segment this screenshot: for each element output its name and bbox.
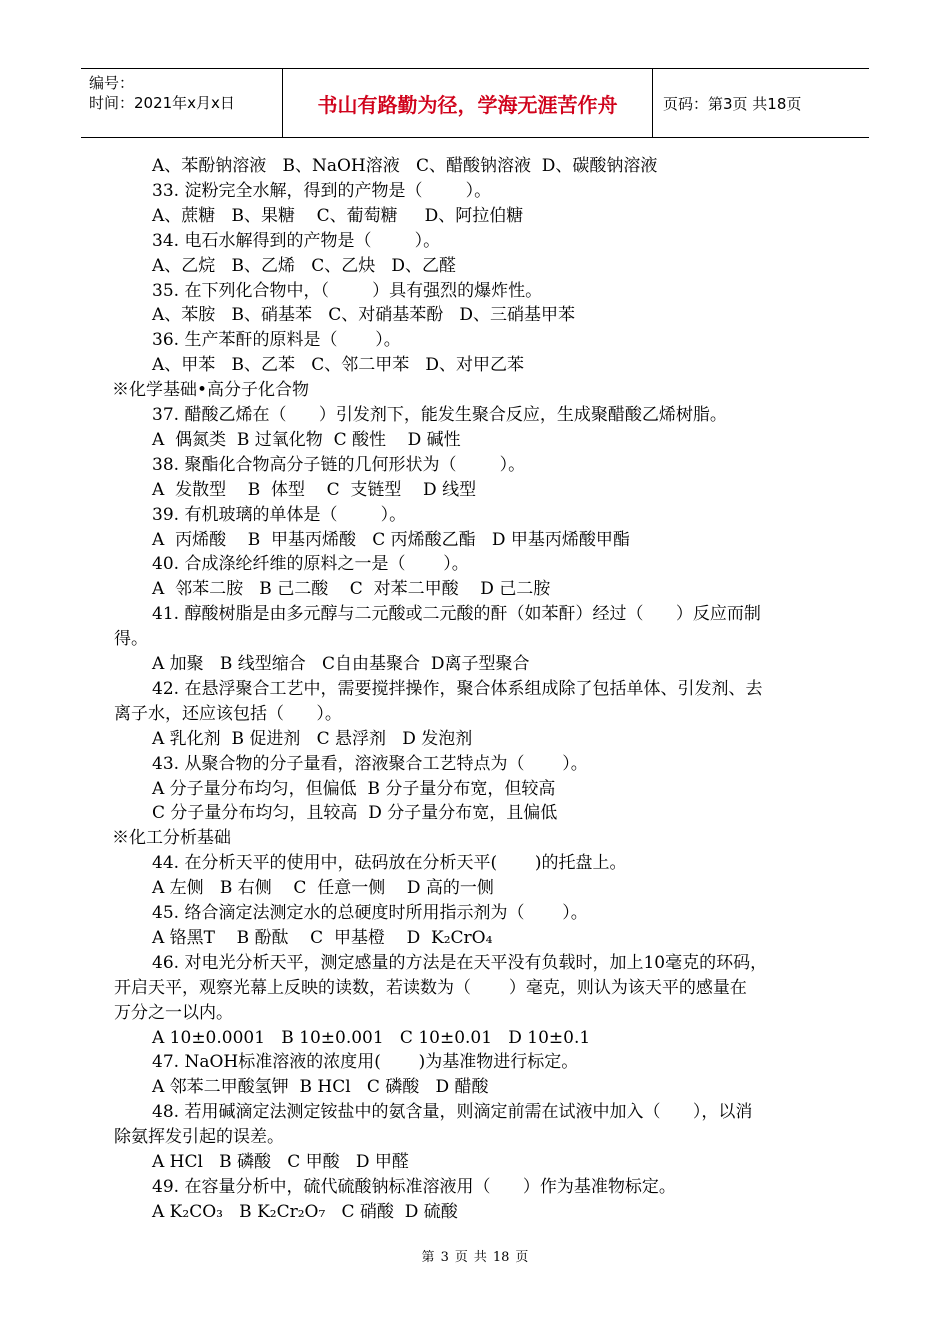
question-text: 34. 电石水解得到的产物是（ ）。: [152, 230, 441, 251]
question-text: 44. 在分析天平的使用中，砝码放在分析天平( )的托盘上。: [152, 853, 627, 874]
footer-total: 18: [492, 1250, 510, 1265]
text-line: A、乙烷 B、乙烯 C、乙炔 D、乙醛: [152, 255, 457, 276]
question-text: 46. 对电光分析天平，测定感量的方法是在天平没有负载时，加上10毫克的环码，: [152, 952, 768, 973]
text-line: 除氨挥发引起的误差。: [114, 1127, 284, 1148]
header-motto: 书山有路勤为径，学海无涯苦作舟: [283, 69, 653, 137]
code-label: 编号：: [89, 74, 135, 92]
text-line: 离子水，还应该包括（ ）。: [114, 703, 342, 724]
question-text: 42. 在悬浮聚合工艺中，需要搅拌操作，聚合体系组成除了包括单体、引发剂、去: [152, 678, 763, 699]
footer-text: 共: [473, 1250, 487, 1265]
text-line: A、苯胺 B、硝基苯 C、对硝基苯酚 D、三硝基甲苯: [152, 305, 576, 326]
question-text: 45. 络合滴定法测定水的总硬度时所用指示剂为（ ）。: [152, 903, 588, 923]
question-text: 43. 从聚合物的分子量看，溶液聚合工艺特点为（ ）。: [152, 753, 588, 774]
text-line: C 分子量分布均匀，且较高 D 分子量分布宽，且偏低: [152, 803, 558, 824]
section-heading: ※化学基础•高分子化合物: [112, 380, 310, 401]
question-text: 48. 若用碱滴定法测定铵盐中的氨含量，则滴定前需在试液中加入（ ），以消: [152, 1102, 753, 1123]
text-line: A 乳化剂 B 促进剂 C 悬浮剂 D 发泡剂: [152, 728, 473, 749]
text-line: A 发散型 B 体型 C 支链型 D 线型: [152, 479, 477, 500]
text-line: A 左侧 B 右侧 C 任意一侧 D 高的一侧: [152, 878, 494, 899]
footer-text: 页: [454, 1250, 468, 1265]
text-line: A、甲苯 B、乙苯 C、邻二甲苯 D、对甲乙苯: [152, 355, 525, 376]
question-text: 39. 有机玻璃的单体是（ ）。: [152, 504, 407, 525]
text-line: A 邻苯二胺 B 己二酸 C 对苯二甲酸 D 己二胺: [152, 579, 551, 600]
question-text: 40. 合成涤纶纤维的原料之一是（ ）。: [152, 554, 469, 575]
text-line: A 丙烯酸 B 甲基丙烯酸 C 丙烯酸乙酯 D 甲基丙烯酸甲酯: [152, 529, 630, 550]
header-meta: [81, 69, 283, 137]
question-text: 49. 在容量分析中，硫代硫酸钠标准溶液用（ ）作为基准物标定。: [152, 1176, 676, 1197]
question-text: 38. 聚酯化合物高分子链的几何形状为（ ）。: [152, 454, 526, 475]
text-line: A、蔗糖 B、果糖 C、葡萄糖 D、阿拉伯糖: [152, 205, 524, 226]
text-line: A 10±0.0001 B 10±0.001 C 10±0.01 D 10±0.1: [152, 1027, 591, 1048]
question-text: 37. 醋酸乙烯在（ ）引发剂下，能发生聚合反应，生成聚醋酸乙烯树脂。: [152, 405, 727, 425]
text-line: A K₂CO₃ B K₂Cr₂O₇ C 硝酸 D 硫酸: [152, 1201, 458, 1222]
header-page-info: 页码：第3页 共18页: [663, 94, 802, 113]
text-line: A HCl B 磷酸 C 甲酸 D 甲醛: [152, 1152, 409, 1172]
question-text: 33. 淀粉完全水解，得到的产物是（ ）。: [152, 180, 492, 201]
page-footer: [0, 1246, 950, 1265]
page-header: [81, 68, 869, 138]
footer-text: 页: [515, 1250, 529, 1265]
text-line: A 邻苯二甲酸氢钾 B HCl C 磷酸 D 醋酸: [152, 1077, 489, 1098]
text-line: A 铬黑T B 酚酞 C 甲基橙 D K₂CrO₄: [152, 927, 493, 948]
footer-page: 3: [440, 1250, 449, 1265]
text-line: A 偶氮类 B 过氧化物 C 酸性 D 碱性: [152, 429, 461, 450]
question-text: 35. 在下列化合物中，（ ）具有强烈的爆炸性。: [152, 280, 543, 301]
question-text: 41. 醇酸树脂是由多元醇与二元酸或二元酸的酐（如苯酐）经过（ ）反应而制: [152, 604, 761, 625]
text-line: 开启天平，观察光幕上反映的读数，若读数为（ ）毫克，则认为该天平的感量在: [114, 977, 747, 998]
section-heading: ※化工分析基础: [112, 828, 231, 849]
text-line: A、苯酚钠溶液 B、NaOH溶液 C、醋酸钠溶液 D、碳酸钠溶液: [152, 156, 658, 176]
question-text: 36. 生产苯酐的原料是（ ）。: [152, 330, 401, 351]
date-label: 时间：2021年x月x日: [89, 94, 235, 112]
question-text: 47. NaOH标准溶液的浓度用( )为基准物进行标定。: [152, 1052, 579, 1073]
text-line: 万分之一以内。: [114, 1002, 233, 1023]
text-line: 得。: [114, 629, 148, 650]
text-line: A 加聚 B 线型缩合 C自由基聚合 D离子型聚合: [152, 654, 530, 674]
footer-text: 第: [421, 1250, 435, 1265]
text-line: A 分子量分布均匀，但偏低 B 分子量分布宽，但较高: [152, 778, 556, 799]
